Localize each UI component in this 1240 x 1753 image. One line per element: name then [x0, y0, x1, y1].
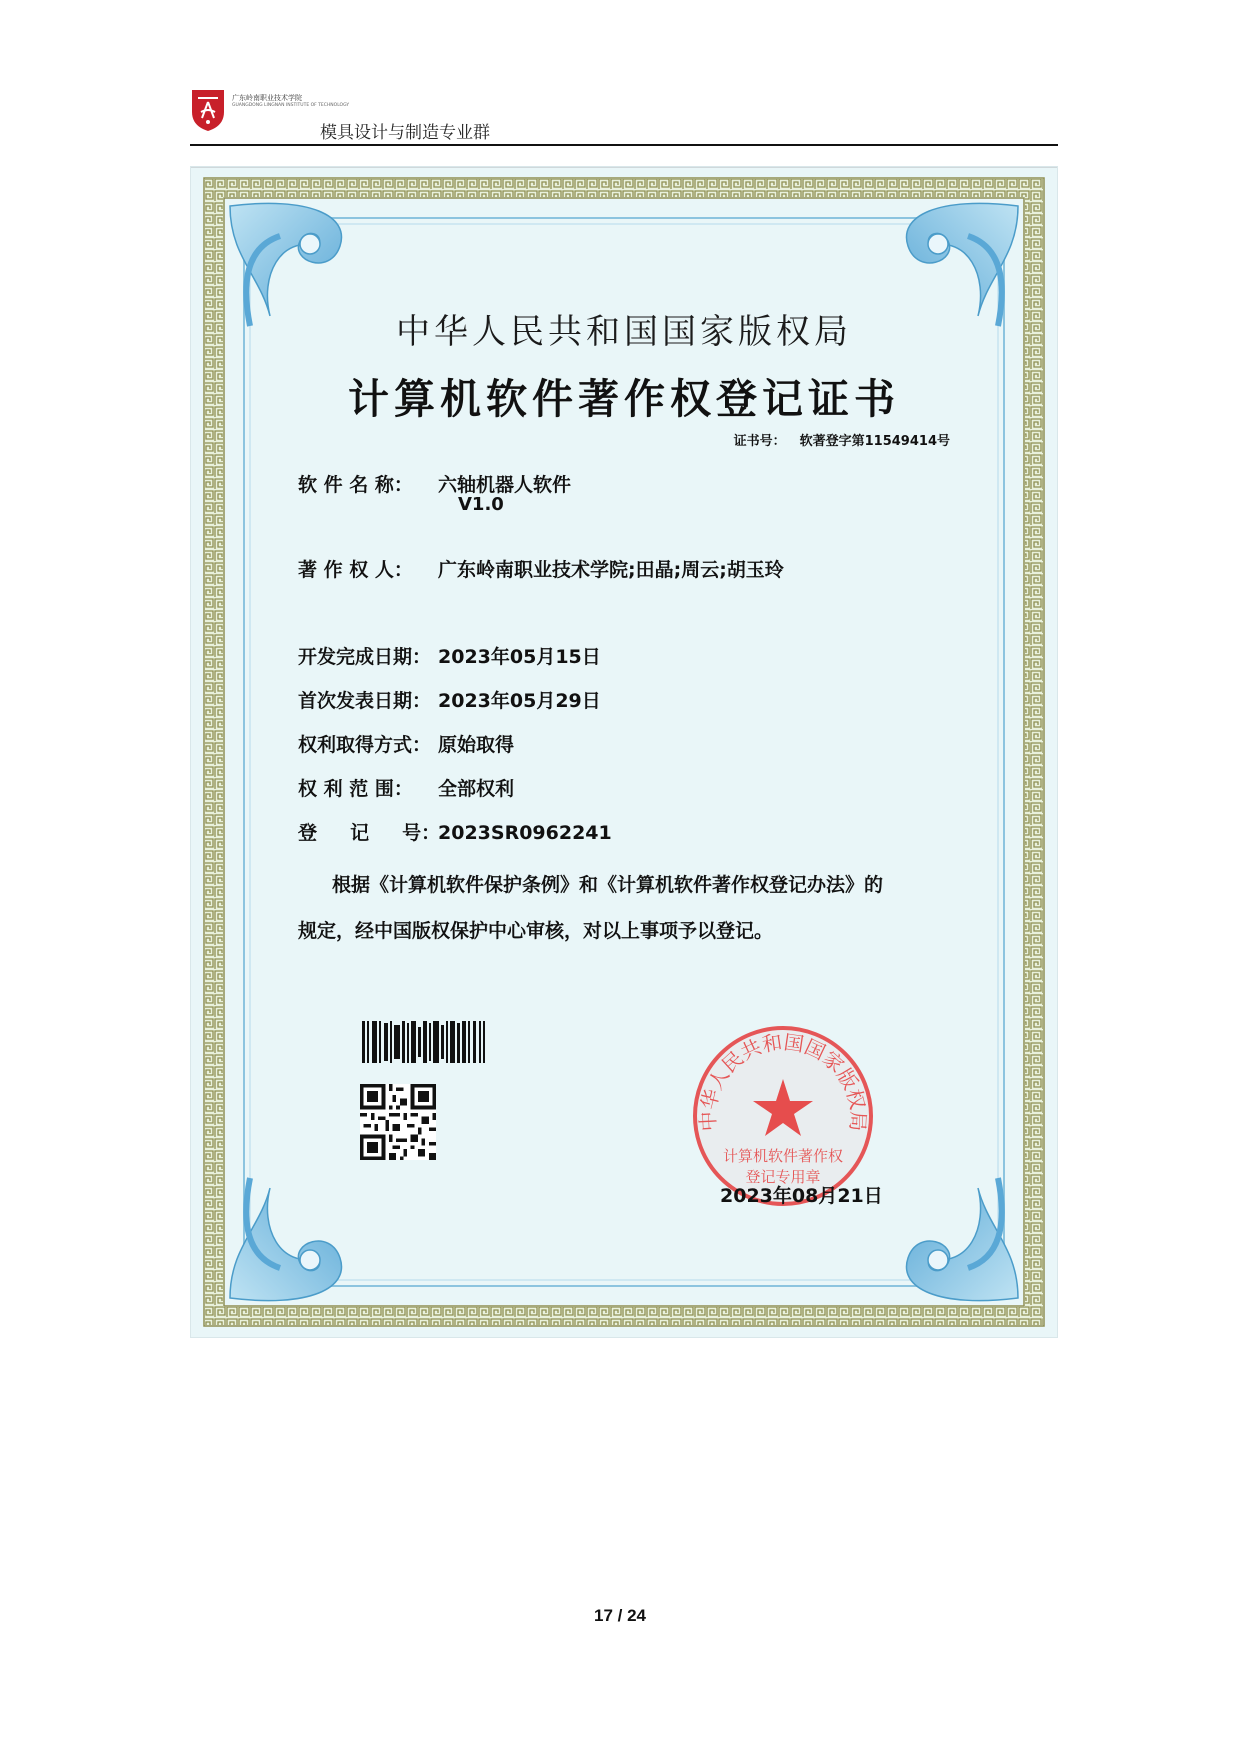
acquire-method-label: 权利取得方式：	[298, 734, 432, 756]
page-header	[190, 88, 1058, 146]
certificate-number-label: 证书号：	[733, 434, 786, 449]
seal-inner-line-1: 计算机软件著作权	[722, 1147, 844, 1165]
dev-date-label: 开发完成日期：	[298, 646, 432, 668]
software-name-value: 六轴机器人软件	[438, 474, 572, 496]
department-name: 模具设计与制造专业群	[320, 123, 490, 143]
school-name-en: GUANGDONG LINGNAN INSTITUTE OF TECHNOLOGY	[232, 103, 350, 108]
copyright-owner-value: 广东岭南职业技术学院;田晶;周云;胡玉玲	[438, 559, 784, 581]
acquire-method-value: 原始取得	[438, 734, 515, 756]
legal-basis-line-2: 规定，经中国版权保护中心审核，对以上事项予以登记。	[298, 920, 774, 942]
rights-scope-value: 全部权利	[438, 778, 515, 800]
registration-number-label: 登 记 号：	[298, 822, 441, 844]
acquire-method-row	[298, 730, 514, 757]
copyright-certificate	[190, 166, 1058, 1338]
seal-outer-text: 中华人民共和国国家版权局	[695, 1029, 871, 1132]
issue-date: 2023年08月21日	[720, 1185, 883, 1207]
certificate-issuer: 中华人民共和国国家版权局	[396, 312, 852, 352]
certificate-number-value: 软著登字第11549414号	[799, 434, 950, 449]
publish-date-label: 首次发表日期：	[298, 690, 432, 712]
certificate-number	[734, 430, 950, 449]
publish-date-row	[298, 686, 601, 713]
software-version: V1.0	[458, 494, 504, 515]
seal-inner-line-2: 登记专用章	[745, 1168, 821, 1186]
rights-scope-row	[298, 774, 514, 801]
registration-number-row	[298, 818, 612, 845]
legal-basis-line-1: 根据《计算机软件保护条例》和《计算机软件著作权登记办法》的	[332, 874, 884, 896]
dev-date-value: 2023年05月15日	[438, 646, 601, 668]
barcode-icon	[360, 1021, 486, 1063]
software-name-label: 软 件 名 称：	[298, 474, 413, 496]
school-logo-icon	[190, 88, 226, 132]
copyright-owner-label: 著 作 权 人：	[298, 559, 413, 581]
registration-number-value: 2023SR0962241	[438, 822, 612, 844]
certificate-title: 计算机软件著作权登记证书	[348, 375, 900, 423]
qr-code-icon	[360, 1084, 436, 1160]
certificate-content	[190, 166, 1058, 1338]
page-number: 17 / 24	[594, 1606, 646, 1625]
school-name-cn: 广东岭南职业技术学院	[232, 94, 302, 102]
school-name	[232, 94, 352, 108]
rights-scope-label: 权 利 范 围：	[298, 778, 413, 800]
dev-date-row	[298, 642, 601, 669]
copyright-owner-row	[298, 555, 784, 582]
software-name-row	[298, 470, 571, 497]
publish-date-value: 2023年05月29日	[438, 690, 601, 712]
